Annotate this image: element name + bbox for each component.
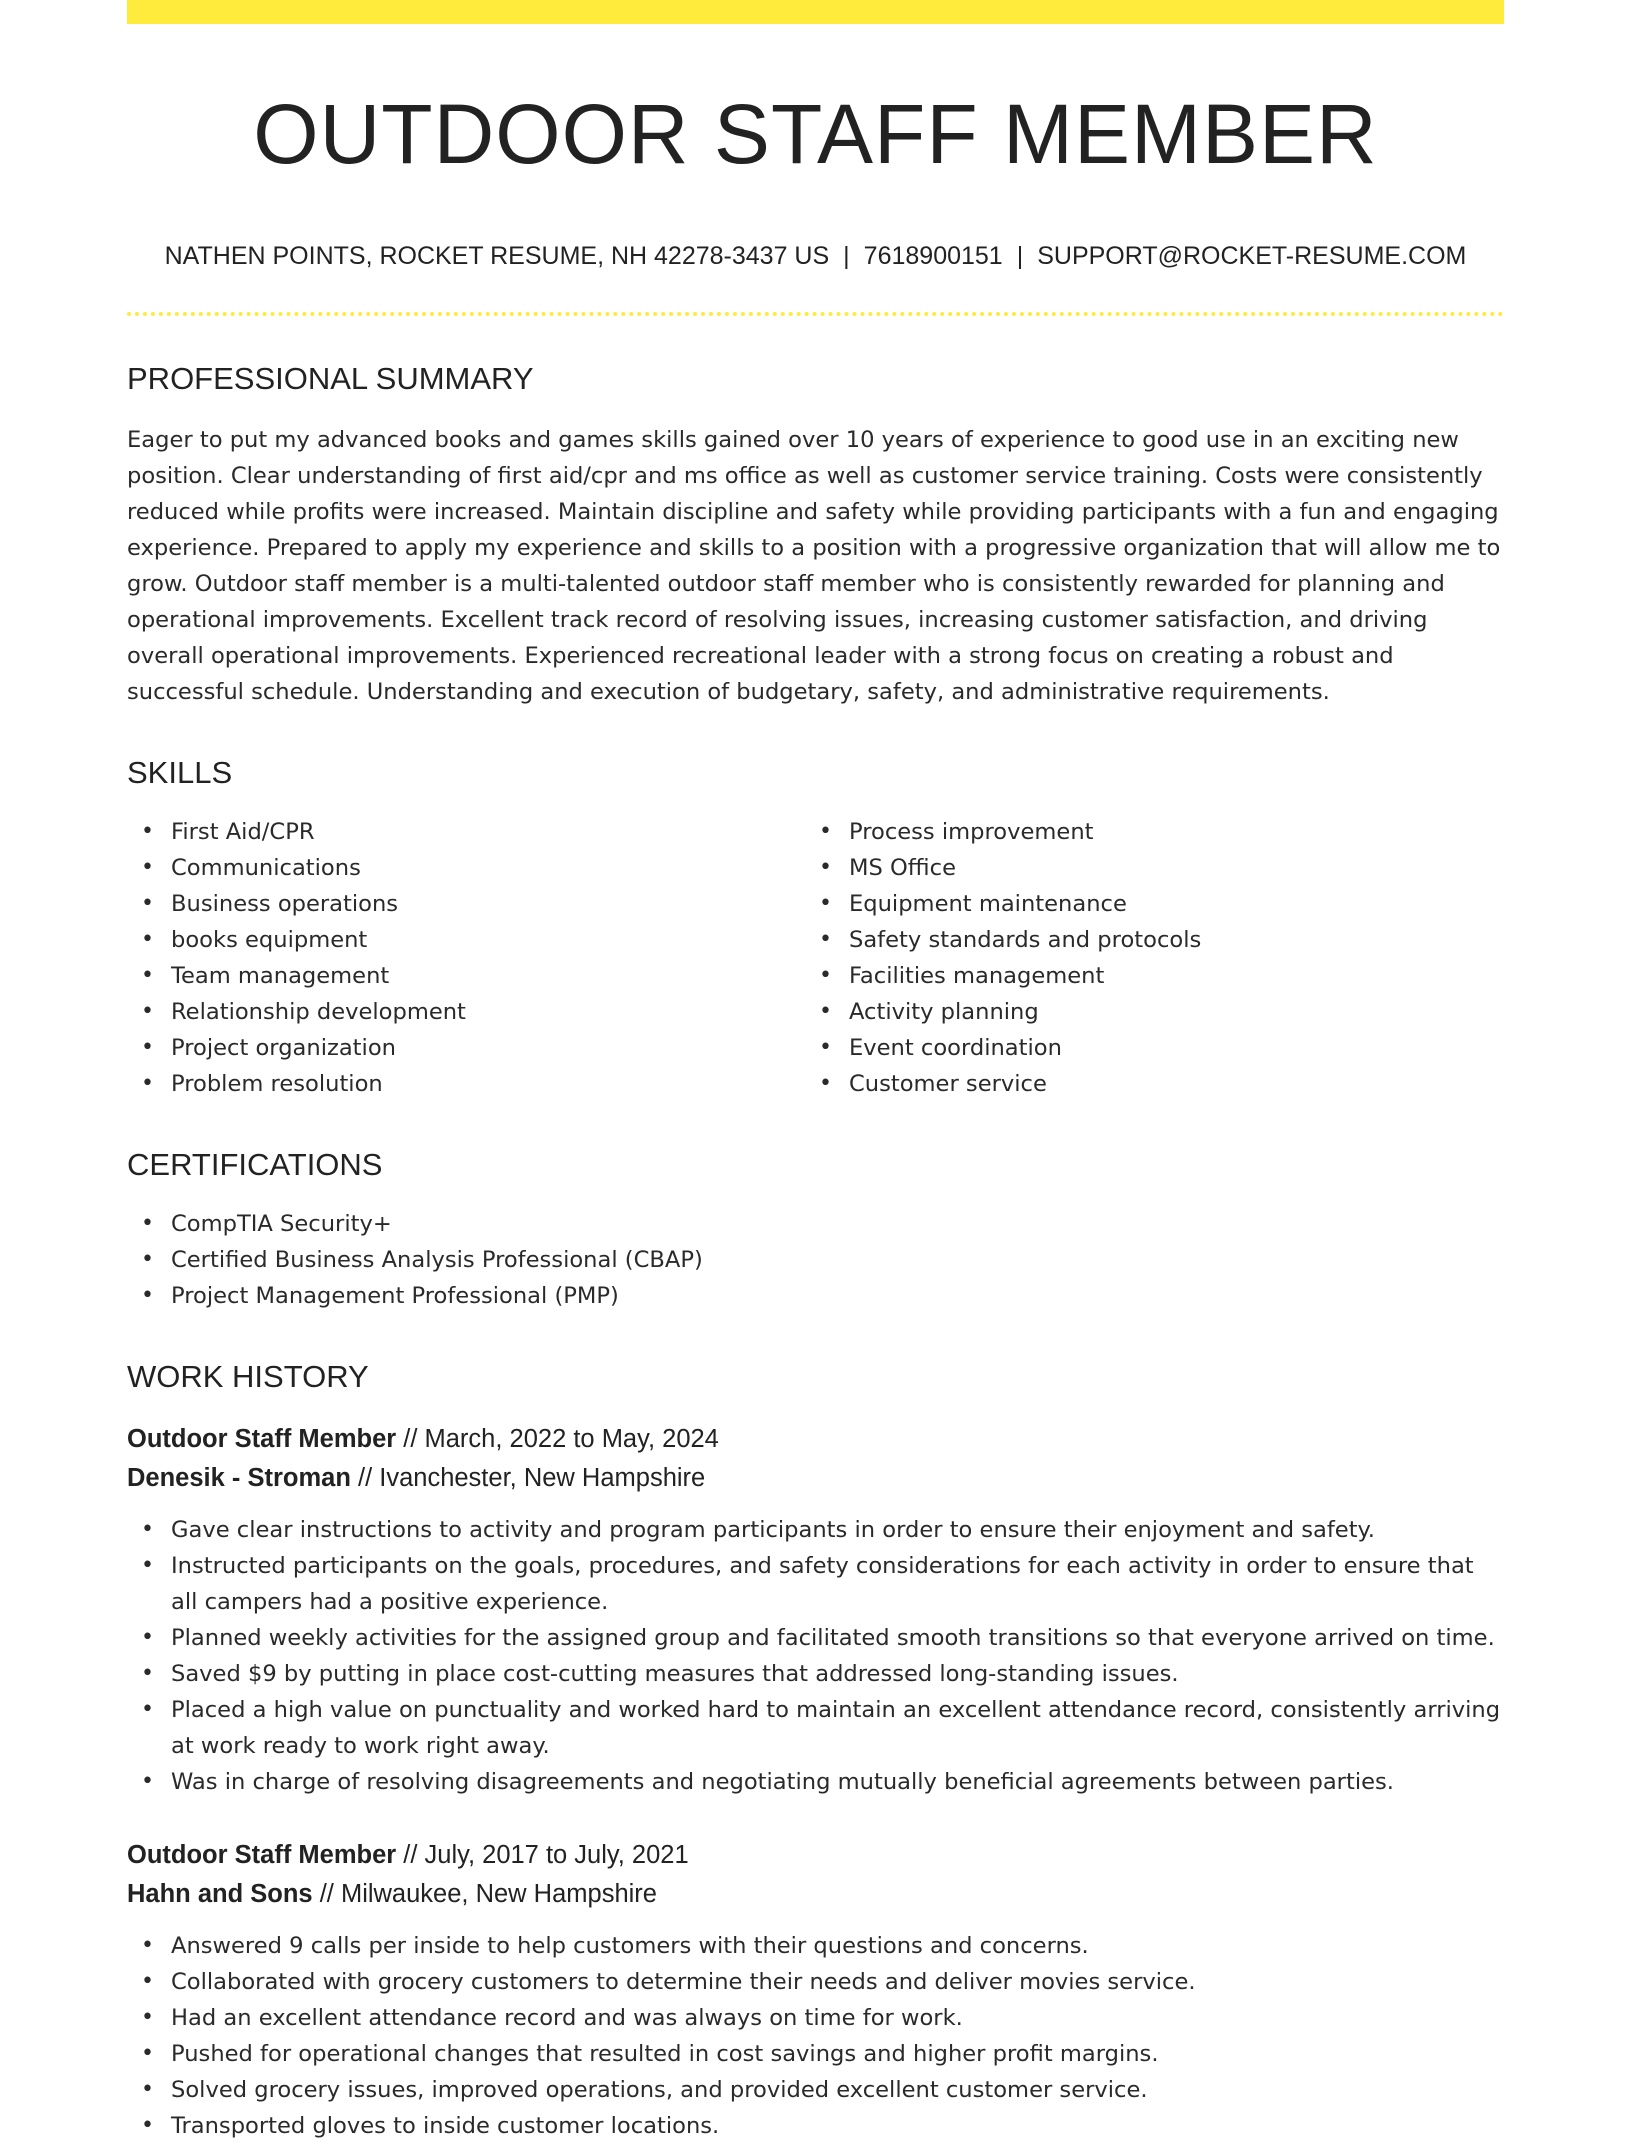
page-title: OUTDOOR STAFF MEMBER	[253, 87, 1378, 181]
certification-item: • Certified Business Analysis Professional (CBAP)	[127, 1242, 1504, 1278]
skills-heading: SKILLS	[127, 755, 233, 790]
job-bullet: • Gave clear instructions to activity and program participants in order to ensure their enjoyment and safety.	[127, 1512, 1504, 1548]
work-history-heading: WORK HISTORY	[127, 1359, 369, 1394]
job-bullet: • Answered 9 calls per inside to help customers with their questions and concerns.	[127, 1928, 1504, 1964]
job-entry	[127, 1420, 1504, 1800]
summary-heading: PROFESSIONAL SUMMARY	[127, 361, 534, 396]
skill-item: • Problem resolution	[127, 1066, 805, 1102]
skill-item: • Activity planning	[805, 994, 1483, 1030]
job-title-line	[127, 1420, 1504, 1459]
skill-item: • Process improvement	[805, 814, 1483, 850]
job-title-line	[127, 1836, 1504, 1875]
job-role: Outdoor Staff Member	[127, 1425, 397, 1453]
contact-separator: |	[843, 242, 850, 270]
skill-item: • Relationship development	[127, 994, 805, 1030]
job-bullet: • Saved $9 by putting in place cost-cutting measures that addressed long-standing issues.	[127, 1656, 1504, 1692]
contact-address: NATHEN POINTS, ROCKET RESUME, NH 42278-3437 US	[164, 242, 830, 270]
job-role: Outdoor Staff Member	[127, 1841, 397, 1869]
job-bullet: • Collaborated with grocery customers to determine their needs and deliver movies service.	[127, 1964, 1504, 2000]
job-bullets	[127, 1512, 1504, 1800]
resume-page	[127, 0, 1504, 2144]
job-location: // Milwaukee, New Hampshire	[312, 1880, 657, 1908]
job-bullet: • Pushed for operational changes that resulted in cost savings and higher profit margins.	[127, 2036, 1504, 2072]
contact-email: SUPPORT@ROCKET-RESUME.COM	[1037, 242, 1467, 270]
job-company: Hahn and Sons	[127, 1880, 313, 1908]
skills-column-left	[127, 814, 805, 1102]
skill-item: • books equipment	[127, 922, 805, 958]
job-company: Denesik - Stroman	[127, 1464, 351, 1492]
job-entry	[127, 1836, 1504, 2144]
skill-item: • Event coordination	[805, 1030, 1483, 1066]
contact-phone: 7618900151	[863, 242, 1003, 270]
job-location: // Ivanchester, New Hampshire	[350, 1464, 706, 1492]
job-bullet: • Planned weekly activities for the assigned group and facilitated smooth transitions so that everyone arrived on time.	[127, 1620, 1504, 1656]
certifications-heading: CERTIFICATIONS	[127, 1147, 383, 1182]
certification-item: • Project Management Professional (PMP)	[127, 1278, 1504, 1314]
job-dates: // July, 2017 to July, 2021	[396, 1841, 689, 1869]
job-dates: // March, 2022 to May, 2024	[396, 1425, 719, 1453]
certifications-list	[127, 1206, 1504, 1314]
certification-item: • CompTIA Security+	[127, 1206, 1504, 1242]
skill-item: • Customer service	[805, 1066, 1483, 1102]
contact-line	[127, 240, 1504, 272]
skill-item: • MS Office	[805, 850, 1483, 886]
skill-item: • Team management	[127, 958, 805, 994]
dotted-divider	[127, 312, 1504, 316]
skill-item: • Safety standards and protocols	[805, 922, 1483, 958]
skills-column-right	[805, 814, 1483, 1102]
skill-item: • First Aid/CPR	[127, 814, 805, 850]
job-bullet: • Was in charge of resolving disagreements and negotiating mutually beneficial agreements between parties.	[127, 1764, 1504, 1800]
skill-item: • Facilities management	[805, 958, 1483, 994]
job-company-line	[127, 1875, 1504, 1914]
summary-text: Eager to put my advanced books and games skills gained over 10 years of experience to good use in an exciting new position. Clear understanding of first aid/cpr and ms office as well as customer service training. Costs were consistently reduced while profits were increased. Maintain discipline and safety while providing participants with a fun and engaging experience. Prepared to apply my experience and skills to a position with a progressive organization that will allow me to grow. Outdoor staff member is a multi-talented outdoor staff member who is consistently rewarded for planning and operational improvements. Excellent track record of resolving issues, increasing customer satisfaction, and driving overall operational improvements. Experienced recreational leader with a strong focus on creating a robust and successful schedule. Understanding and execution of budgetary, safety, and administrative requirements.	[127, 427, 1501, 705]
contact-separator: |	[1016, 242, 1024, 270]
job-bullet: • Instructed participants on the goals, procedures, and safety considerations for each activity in order to ensure that all campers had a positive experience.	[127, 1548, 1504, 1620]
job-bullet: • Placed a high value on punctuality and worked hard to maintain an excellent attendance record, consistently arriving at work ready to work right away.	[127, 1692, 1504, 1764]
skill-item: • Equipment maintenance	[805, 886, 1483, 922]
skill-item: • Communications	[127, 850, 805, 886]
job-bullet: • Solved grocery issues, improved operations, and provided excellent customer service.	[127, 2072, 1504, 2108]
skill-item: • Project organization	[127, 1030, 805, 1066]
skill-item: • Business operations	[127, 886, 805, 922]
top-accent-bar	[127, 0, 1504, 24]
job-bullet: • Had an excellent attendance record and was always on time for work.	[127, 2000, 1504, 2036]
job-bullets	[127, 1928, 1504, 2144]
job-company-line	[127, 1459, 1504, 1498]
skills-list	[127, 814, 1504, 1102]
job-bullet: • Transported gloves to inside customer locations.	[127, 2108, 1504, 2144]
